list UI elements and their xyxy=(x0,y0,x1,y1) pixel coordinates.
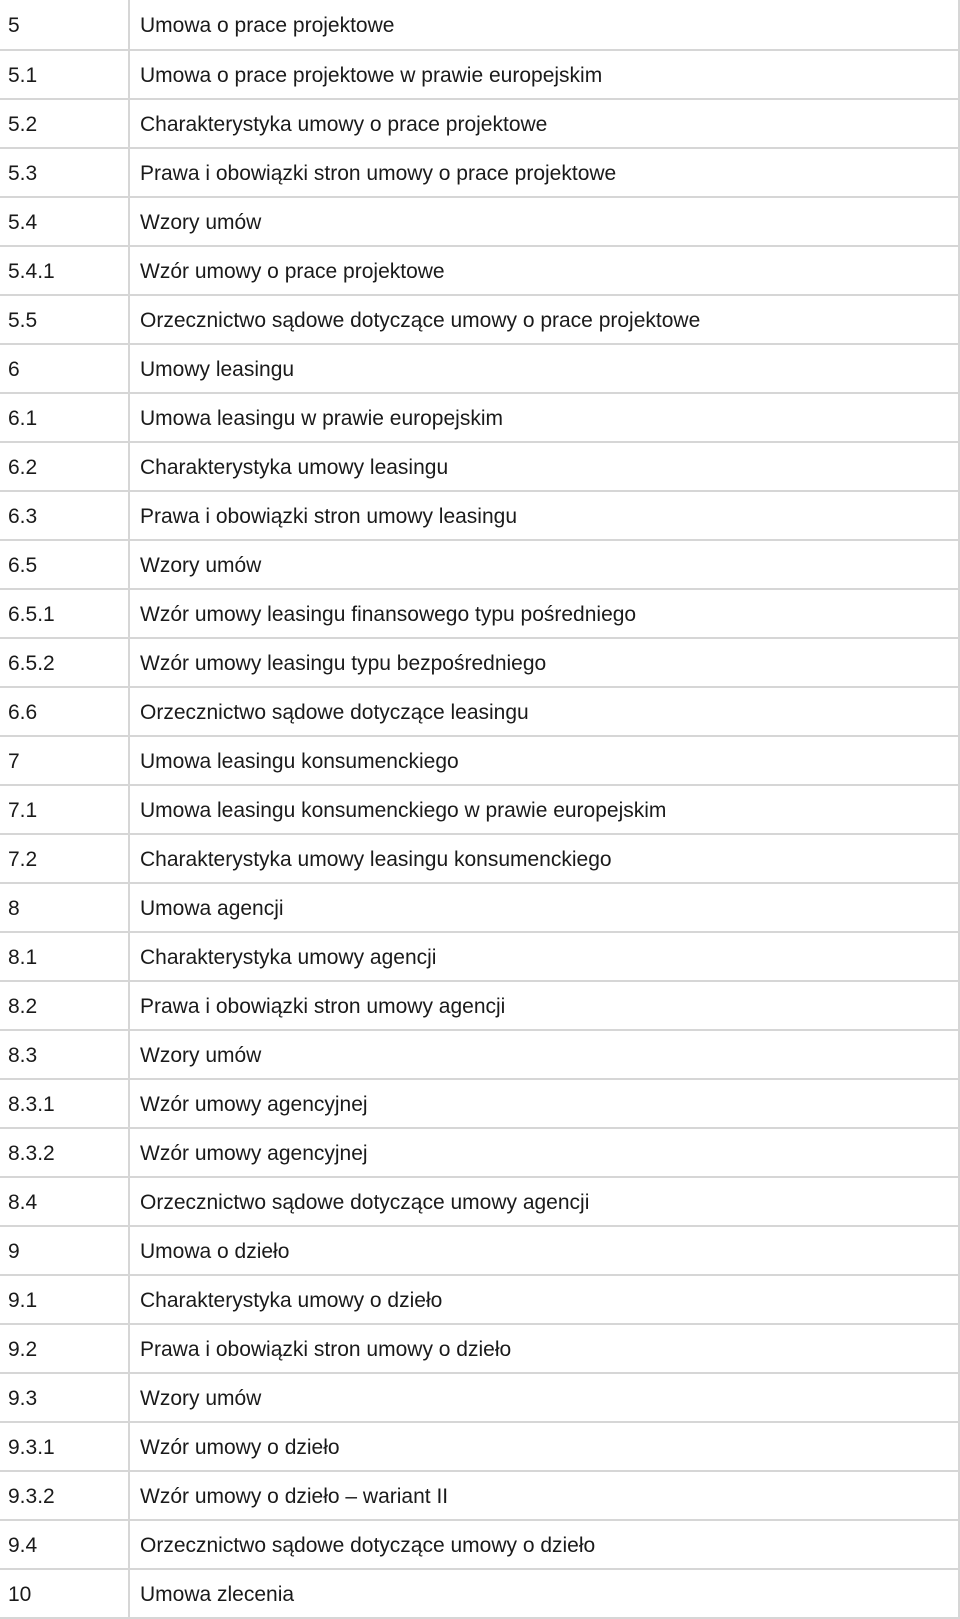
toc-section-title: Wzory umów xyxy=(129,1373,959,1422)
toc-section-title: Orzecznictwo sądowe dotyczące umowy o prace projektowe xyxy=(129,295,959,344)
toc-row xyxy=(0,442,959,491)
toc-section-number: 7 xyxy=(0,736,129,785)
toc-section-number: 7.2 xyxy=(0,834,129,883)
toc-section-title: Prawa i obowiązki stron umowy o dzieło xyxy=(129,1324,959,1373)
toc-section-title: Wzór umowy agencyjnej xyxy=(129,1128,959,1177)
toc-section-number: 9 xyxy=(0,1226,129,1275)
toc-section-title: Umowa leasingu w prawie europejskim xyxy=(129,393,959,442)
toc-row xyxy=(0,589,959,638)
toc-row xyxy=(0,736,959,785)
toc-section-title: Wzory umów xyxy=(129,197,959,246)
toc-row xyxy=(0,1324,959,1373)
toc-section-number: 8.4 xyxy=(0,1177,129,1226)
toc-section-title: Orzecznictwo sądowe dotyczące umowy o dzieło xyxy=(129,1520,959,1569)
toc-row xyxy=(0,1373,959,1422)
toc-section-number: 5 xyxy=(0,0,129,50)
toc-section-number: 8.2 xyxy=(0,981,129,1030)
toc-section-number: 5.5 xyxy=(0,295,129,344)
toc-section-title: Wzór umowy o prace projektowe xyxy=(129,246,959,295)
toc-section-title: Umowy leasingu xyxy=(129,344,959,393)
toc-row xyxy=(0,687,959,736)
toc-row xyxy=(0,785,959,834)
toc-section-title: Umowa o dzieło xyxy=(129,1226,959,1275)
toc-section-number: 6.5 xyxy=(0,540,129,589)
toc-row xyxy=(0,295,959,344)
toc-row xyxy=(0,246,959,295)
toc-section-title: Umowa leasingu konsumenckiego w prawie europejskim xyxy=(129,785,959,834)
toc-section-number: 8.3 xyxy=(0,1030,129,1079)
toc-section-title: Charakterystyka umowy o prace projektowe xyxy=(129,99,959,148)
toc-row xyxy=(0,1275,959,1324)
toc-section-title: Prawa i obowiązki stron umowy leasingu xyxy=(129,491,959,540)
toc-row xyxy=(0,1569,959,1618)
toc-section-title: Wzór umowy o dzieło – wariant II xyxy=(129,1471,959,1520)
toc-section-number: 8.1 xyxy=(0,932,129,981)
toc-section-number: 5.1 xyxy=(0,50,129,99)
toc-section-number: 5.4.1 xyxy=(0,246,129,295)
toc-row xyxy=(0,1422,959,1471)
toc-section-number: 8 xyxy=(0,883,129,932)
toc-row xyxy=(0,99,959,148)
toc-section-number: 10 xyxy=(0,1569,129,1618)
toc-section-number: 8.3.1 xyxy=(0,1079,129,1128)
toc-section-title: Wzór umowy agencyjnej xyxy=(129,1079,959,1128)
toc-row xyxy=(0,638,959,687)
toc-row xyxy=(0,932,959,981)
toc-row xyxy=(0,1177,959,1226)
toc-row xyxy=(0,1128,959,1177)
toc-section-title: Orzecznictwo sądowe dotyczące leasingu xyxy=(129,687,959,736)
toc-section-title: Charakterystyka umowy leasingu konsumenckiego xyxy=(129,834,959,883)
toc-row xyxy=(0,883,959,932)
toc-section-number: 6 xyxy=(0,344,129,393)
toc-row xyxy=(0,491,959,540)
toc-section-title: Wzory umów xyxy=(129,1030,959,1079)
toc-section-number: 5.3 xyxy=(0,148,129,197)
toc-section-title: Umowa leasingu konsumenckiego xyxy=(129,736,959,785)
toc-section-number: 5.4 xyxy=(0,197,129,246)
toc-section-number: 7.1 xyxy=(0,785,129,834)
toc-section-number: 9.3.1 xyxy=(0,1422,129,1471)
toc-section-number: 6.5.2 xyxy=(0,638,129,687)
toc-section-title: Orzecznictwo sądowe dotyczące umowy agencji xyxy=(129,1177,959,1226)
toc-section-number: 6.6 xyxy=(0,687,129,736)
toc-section-title: Wzory umów xyxy=(129,540,959,589)
toc-section-title: Prawa i obowiązki stron umowy agencji xyxy=(129,981,959,1030)
toc-section-number: 9.3.2 xyxy=(0,1471,129,1520)
toc-row xyxy=(0,0,959,50)
toc-section-number: 6.5.1 xyxy=(0,589,129,638)
toc-section-title: Charakterystyka umowy agencji xyxy=(129,932,959,981)
toc-section-title: Umowa agencji xyxy=(129,883,959,932)
toc-row xyxy=(0,1471,959,1520)
toc-row xyxy=(0,834,959,883)
toc-row xyxy=(0,540,959,589)
toc-section-title: Umowa o prace projektowe xyxy=(129,0,959,50)
toc-section-number: 9.2 xyxy=(0,1324,129,1373)
toc-section-number: 9.1 xyxy=(0,1275,129,1324)
toc-section-number: 6.3 xyxy=(0,491,129,540)
toc-section-number: 6.1 xyxy=(0,393,129,442)
toc-row xyxy=(0,344,959,393)
toc-section-number: 9.4 xyxy=(0,1520,129,1569)
toc-section-number: 6.2 xyxy=(0,442,129,491)
toc-row xyxy=(0,1079,959,1128)
toc-row xyxy=(0,393,959,442)
toc-section-title: Charakterystyka umowy leasingu xyxy=(129,442,959,491)
toc-row xyxy=(0,148,959,197)
toc-section-title: Wzór umowy leasingu typu bezpośredniego xyxy=(129,638,959,687)
toc-row xyxy=(0,1226,959,1275)
toc-section-number: 5.2 xyxy=(0,99,129,148)
toc-section-title: Charakterystyka umowy o dzieło xyxy=(129,1275,959,1324)
toc-section-title: Umowa zlecenia xyxy=(129,1569,959,1618)
toc-section-title: Umowa o prace projektowe w prawie europejskim xyxy=(129,50,959,99)
toc-section-title: Prawa i obowiązki stron umowy o prace projektowe xyxy=(129,148,959,197)
toc-section-number: 9.3 xyxy=(0,1373,129,1422)
toc-row xyxy=(0,981,959,1030)
toc-section-title: Wzór umowy o dzieło xyxy=(129,1422,959,1471)
toc-section-number: 8.3.2 xyxy=(0,1128,129,1177)
toc-row xyxy=(0,197,959,246)
toc-section-title: Wzór umowy leasingu finansowego typu pośredniego xyxy=(129,589,959,638)
toc-row xyxy=(0,1030,959,1079)
toc-row xyxy=(0,50,959,99)
